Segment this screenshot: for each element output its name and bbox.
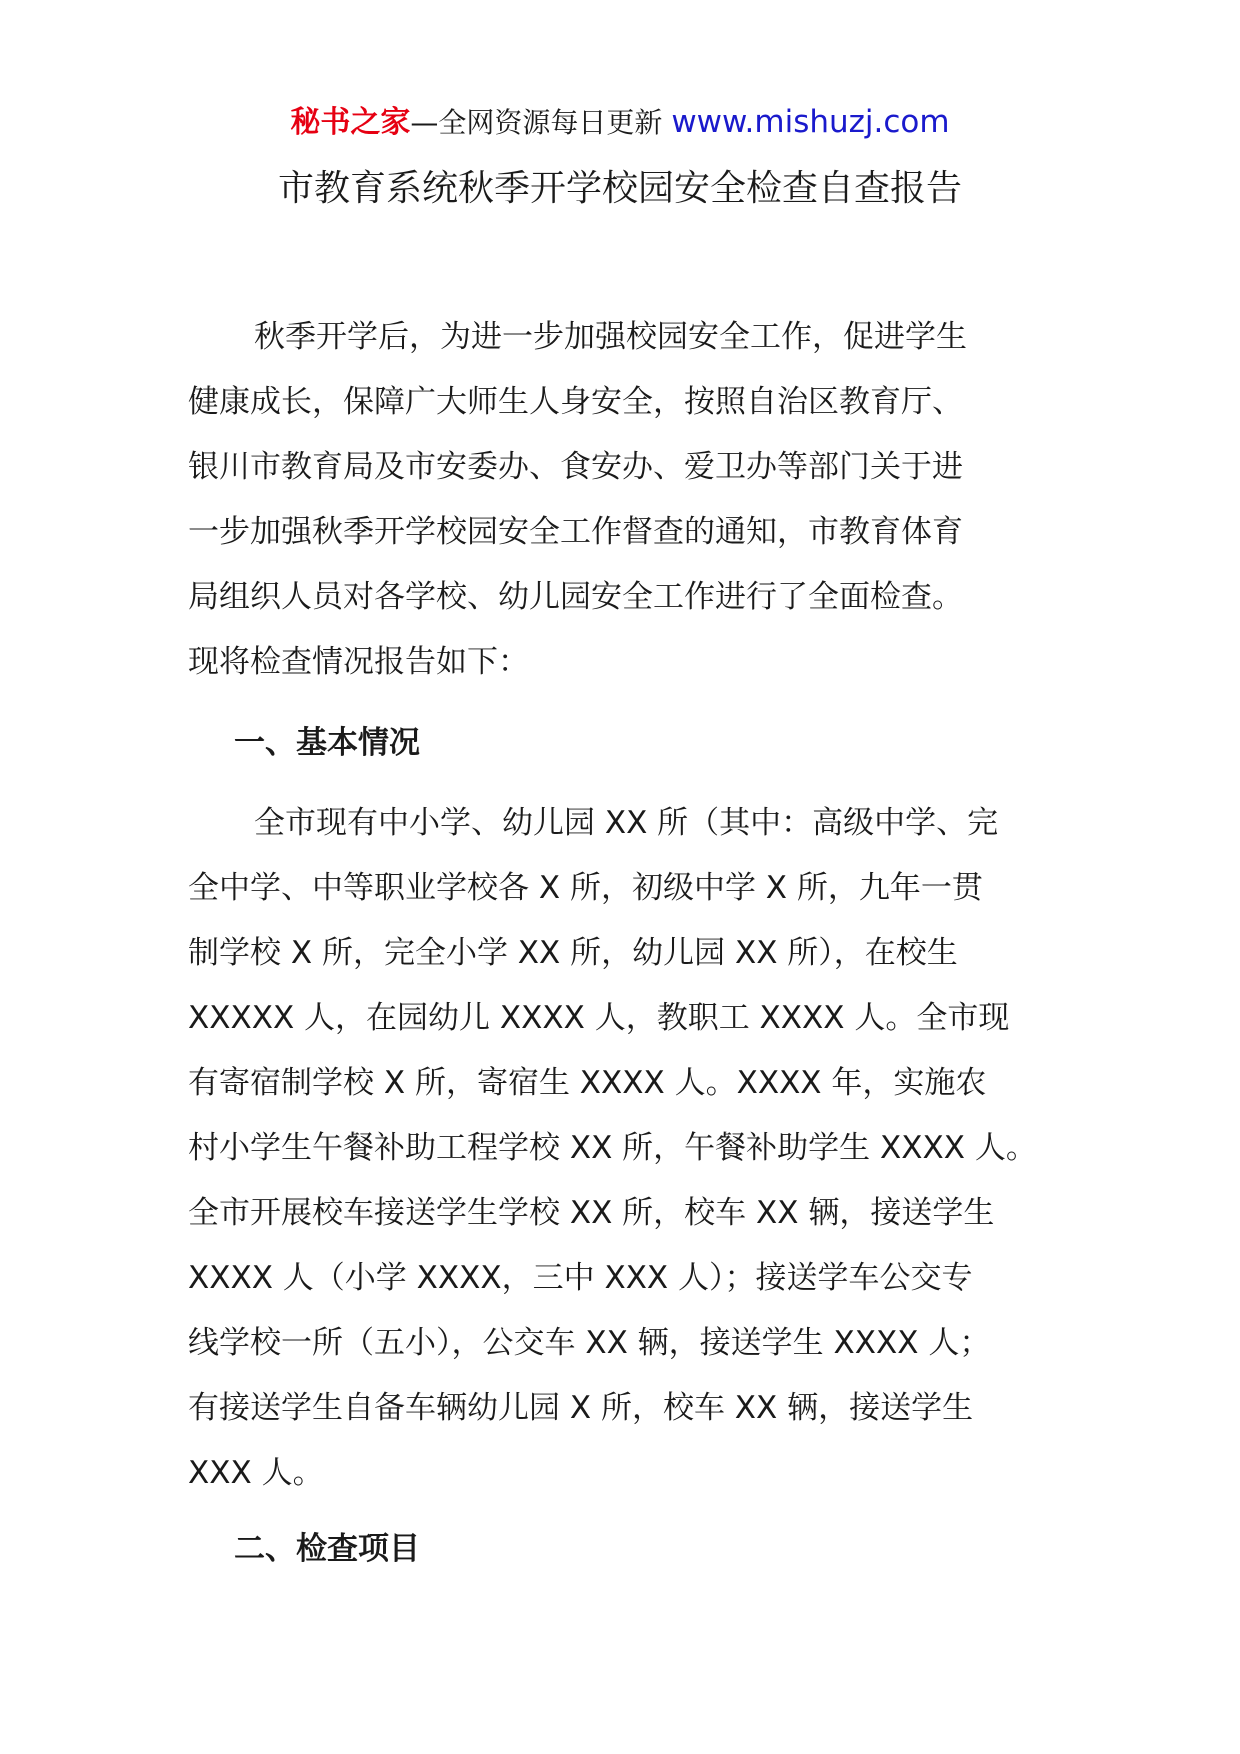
paragraph-line: 一步加强秋季开学校园安全工作督查的通知，市教育体育 [188, 514, 963, 550]
paragraph-line: 秋季开学后，为进一步加强校园安全工作，促进学生 [254, 319, 967, 355]
paragraph-line: 现将检查情况报告如下： [188, 644, 529, 680]
site-banner [0, 100, 1240, 145]
document-title: 市教育系统秋季开学校园安全检查自查报告 [277, 168, 962, 209]
brand-slogan: —全网资源每日更新 [410, 106, 663, 139]
paragraph-line: 局组织人员对各学校、幼儿园安全工作进行了全面检查。 [188, 579, 963, 615]
paragraph-line: 全市现有中小学、幼儿园 XX 所（其中：高级中学、完 [254, 805, 999, 841]
basic-info-paragraph [188, 791, 1078, 1506]
brand-name: 秘书之家 [290, 105, 411, 140]
paragraph-line: 有接送学生自备车辆幼儿园 X 所，校车 XX 辆，接送学生 [188, 1390, 974, 1426]
site-url-link[interactable]: www.mishuzj.com [671, 104, 950, 140]
paragraph-line: 线学校一所（五小），公交车 XX 辆，接送学生 XXXX 人； [188, 1325, 991, 1361]
paragraph-line: XXX 人。 [188, 1455, 324, 1491]
intro-paragraph [188, 305, 1078, 695]
paragraph-line: 有寄宿制学校 X 所，寄宿生 XXXX 人。XXXX 年，实施农 [188, 1065, 987, 1101]
paragraph-line: 制学校 X 所，完全小学 XX 所，幼儿园 XX 所），在校生 [188, 935, 958, 971]
section-heading-basic: 一、基本情况 [234, 725, 420, 761]
paragraph-line: 健康成长，保障广大师生人身安全，按照自治区教育厅、 [188, 384, 963, 420]
paragraph-line: XXXX 人（小学 XXXX，三中 XXX 人）；接送学车公交专 [188, 1260, 973, 1296]
paragraph-line: 银川市教育局及市安委办、食安办、爱卫办等部门关于进 [188, 449, 963, 485]
paragraph-line: 全市开展校车接送学生学校 XX 所，校车 XX 辆，接送学生 [188, 1195, 995, 1231]
paragraph-line: XXXXX 人，在园幼儿 XXXX 人，教职工 XXXX 人。全市现 [188, 1000, 1010, 1036]
paragraph-line: 村小学生午餐补助工程学校 XX 所，午餐补助学生 XXXX 人。 [188, 1130, 1037, 1166]
section-heading-inspection: 二、检查项目 [234, 1531, 420, 1567]
paragraph-line: 全中学、中等职业学校各 X 所，初级中学 X 所，九年一贯 [188, 870, 983, 906]
